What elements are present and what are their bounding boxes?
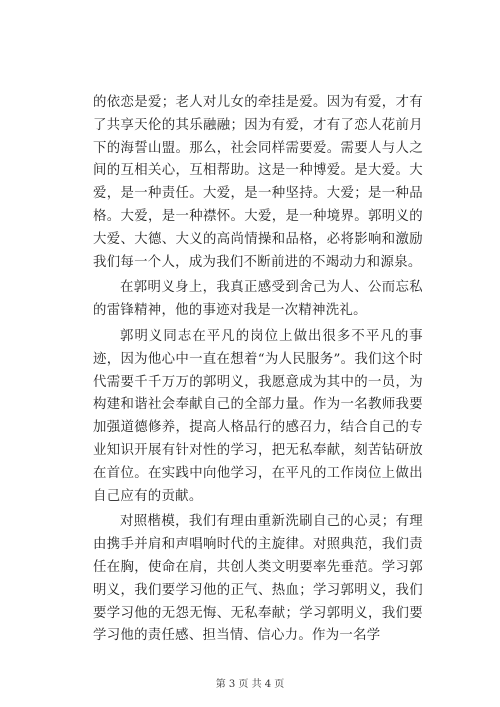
paragraph-continued: 的依恋是爱；老人对儿女的牵挂是爱。因为有爱，才有了共享天伦的其乐融融；因为有爱，才有了恋人花前月下的海誓山盟。那么，社会同样需要爱。需要人与人之间的互相关心，互相帮助。这是一种博爱。是大爱。大爱，是一种责任。大爱，是一种坚持。大爱；是一种品格。大爱，是一种襟怀。大爱，是一种境界。郭明义的大爱、大德、大义的高尚情操和品格，必将影响和激励我们每一个人，成为我们不断前进的不竭动力和源泉。 [93,95,423,270]
paragraph: 对照楷模，我们有理由重新洗刷自己的心灵；有理由携手并肩和声唱响时代的主旋律。对照典范，我们责任在胸，使命在肩，共创人类文明要率先垂范。学习郭明义，我们要学习他的正气、热血；学习郭明义，我们要学习他的无怨无悔、无私奉献；学习郭明义，我们要学习他的责任感、担当情、信心力。作为一名学 [93,514,423,644]
paragraph: 郭明义同志在平凡的岗位上做出很多不平凡的事迹，因为他心中一直在想着“为人民服务”。我们这个时代需要千千万万的郭明义，我愿意成为其中的一员，为构建和谐社会奉献自己的全部力量。作为一名教师我要加强道德修养，提高人格品行的感召力，结合自己的专业知识开展有针对性的学习，把无私奉献，刻苦钻研放在首位。在实践中向他学习，在平凡的工作岗位上做出自己应有的贡献。 [93,328,423,504]
page-number-footer: 第 3 页 共 4 页 [215,679,285,690]
paragraph: 在郭明义身上，我真正感受到舍己为人、公而忘私的雷锋精神，他的事迹对我是一次精神洗礼。 [93,280,423,319]
document-body [93,92,423,648]
